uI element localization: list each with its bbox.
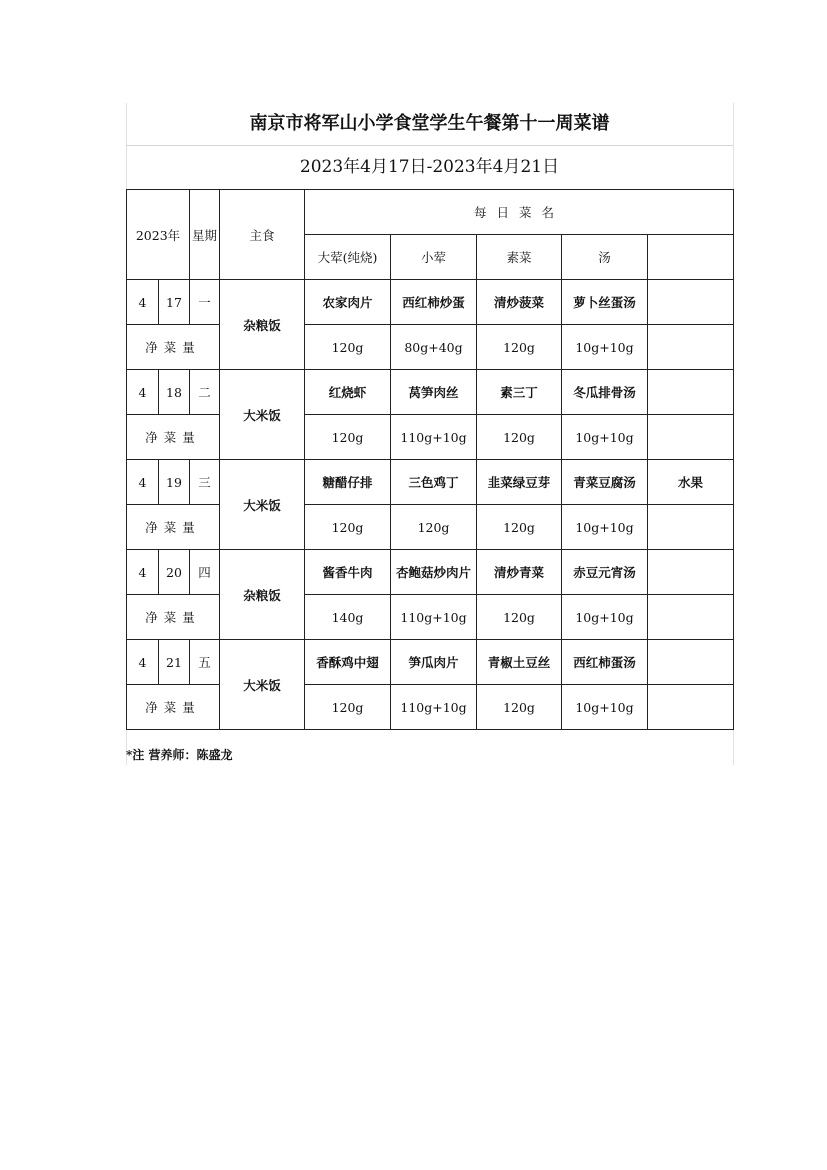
month-cell: 4 [127, 640, 159, 685]
weekday-cell: 三 [190, 460, 220, 505]
day-row [127, 640, 734, 685]
weight-cell: 120g [477, 325, 562, 370]
dish-cell: 笋瓜肉片 [391, 640, 477, 685]
dish-cell [648, 640, 734, 685]
day-row [127, 280, 734, 325]
weight-row [127, 685, 734, 730]
dish-cell: 酱香牛肉 [305, 550, 391, 595]
weight-cell [648, 595, 734, 640]
day-row [127, 460, 734, 505]
weight-row [127, 415, 734, 460]
dish-cell: 青菜豆腐汤 [562, 460, 648, 505]
day-cell: 19 [159, 460, 190, 505]
weight-row [127, 325, 734, 370]
day-cell: 18 [159, 370, 190, 415]
weight-cell [648, 685, 734, 730]
dish-cell: 赤豆元宵汤 [562, 550, 648, 595]
weekday-cell: 二 [190, 370, 220, 415]
weekday-cell: 五 [190, 640, 220, 685]
dish-cell: 杏鲍菇炒肉片 [391, 550, 477, 595]
staple-cell: 大米饭 [220, 460, 305, 550]
weight-cell: 10g+10g [562, 595, 648, 640]
weight-cell [648, 325, 734, 370]
weight-cell: 120g [477, 415, 562, 460]
weight-cell: 110g+10g [391, 415, 477, 460]
dish-cell: 三色鸡丁 [391, 460, 477, 505]
weight-row [127, 595, 734, 640]
month-cell: 4 [127, 550, 159, 595]
extra-header [648, 235, 734, 280]
weight-cell: 10g+10g [562, 685, 648, 730]
vegetable-header: 素菜 [477, 235, 562, 280]
weekday-cell: 一 [190, 280, 220, 325]
weight-cell: 120g [305, 415, 391, 460]
dish-cell: 素三丁 [477, 370, 562, 415]
dish-cell: 红烧虾 [305, 370, 391, 415]
weight-cell: 120g [477, 685, 562, 730]
day-row [127, 550, 734, 595]
page-title: 南京市将军山小学食堂学生午餐第十一周菜谱 [249, 113, 610, 134]
net-weight-label: 净菜量 [127, 505, 220, 550]
weight-cell: 120g [305, 325, 391, 370]
dish-cell [648, 280, 734, 325]
weight-cell: 120g [477, 595, 562, 640]
weight-cell: 120g [305, 685, 391, 730]
daily-menu-header: 每日菜名 [305, 190, 734, 235]
weight-cell: 120g [391, 505, 477, 550]
weight-cell: 110g+10g [391, 685, 477, 730]
dish-cell: 清炒青菜 [477, 550, 562, 595]
header-row [127, 190, 734, 235]
net-weight-label: 净菜量 [127, 325, 220, 370]
staple-cell: 杂粮饭 [220, 550, 305, 640]
day-cell: 17 [159, 280, 190, 325]
month-cell: 4 [127, 460, 159, 505]
weight-cell [648, 415, 734, 460]
dish-cell: 冬瓜排骨汤 [562, 370, 648, 415]
weight-cell: 140g [305, 595, 391, 640]
menu-table [126, 189, 734, 730]
dish-cell: 韭菜绿豆芽 [477, 460, 562, 505]
year-header: 2023年 [127, 190, 190, 280]
day-cell: 20 [159, 550, 190, 595]
month-cell: 4 [127, 280, 159, 325]
dish-cell [648, 370, 734, 415]
weight-cell: 10g+10g [562, 505, 648, 550]
dish-cell: 香酥鸡中翅 [305, 640, 391, 685]
staple-cell: 大米饭 [220, 640, 305, 730]
weight-row [127, 505, 734, 550]
dish-cell: 青椒土豆丝 [477, 640, 562, 685]
month-cell: 4 [127, 370, 159, 415]
weekday-cell: 四 [190, 550, 220, 595]
weight-cell: 80g+40g [391, 325, 477, 370]
big-meat-header: 大荤(纯烧) [305, 235, 391, 280]
dish-cell: 西红柿炒蛋 [391, 280, 477, 325]
weekday-header: 星期 [190, 190, 220, 280]
dish-cell [648, 550, 734, 595]
dish-cell: 水果 [648, 460, 734, 505]
weight-cell: 110g+10g [391, 595, 477, 640]
staple-header: 主食 [220, 190, 305, 280]
weight-cell: 120g [305, 505, 391, 550]
staple-cell: 杂粮饭 [220, 280, 305, 370]
dish-cell: 清炒菠菜 [477, 280, 562, 325]
nutritionist-note: *注 营养师：陈盛龙 [126, 748, 233, 762]
menu-sheet [126, 103, 733, 765]
dish-cell: 莴笋肉丝 [391, 370, 477, 415]
soup-header: 汤 [562, 235, 648, 280]
weight-cell: 120g [477, 505, 562, 550]
dish-cell: 萝卜丝蛋汤 [562, 280, 648, 325]
weight-cell: 10g+10g [562, 415, 648, 460]
staple-cell: 大米饭 [220, 370, 305, 460]
small-meat-header: 小荤 [391, 235, 477, 280]
net-weight-label: 净菜量 [127, 685, 220, 730]
net-weight-label: 净菜量 [127, 595, 220, 640]
dish-cell: 西红柿蛋汤 [562, 640, 648, 685]
day-cell: 21 [159, 640, 190, 685]
weight-cell [648, 505, 734, 550]
net-weight-label: 净菜量 [127, 415, 220, 460]
dish-cell: 农家肉片 [305, 280, 391, 325]
dish-cell: 糖醋仔排 [305, 460, 391, 505]
date-range: 2023年4月17日-2023年4月21日 [299, 157, 560, 177]
weight-cell: 10g+10g [562, 325, 648, 370]
day-row [127, 370, 734, 415]
